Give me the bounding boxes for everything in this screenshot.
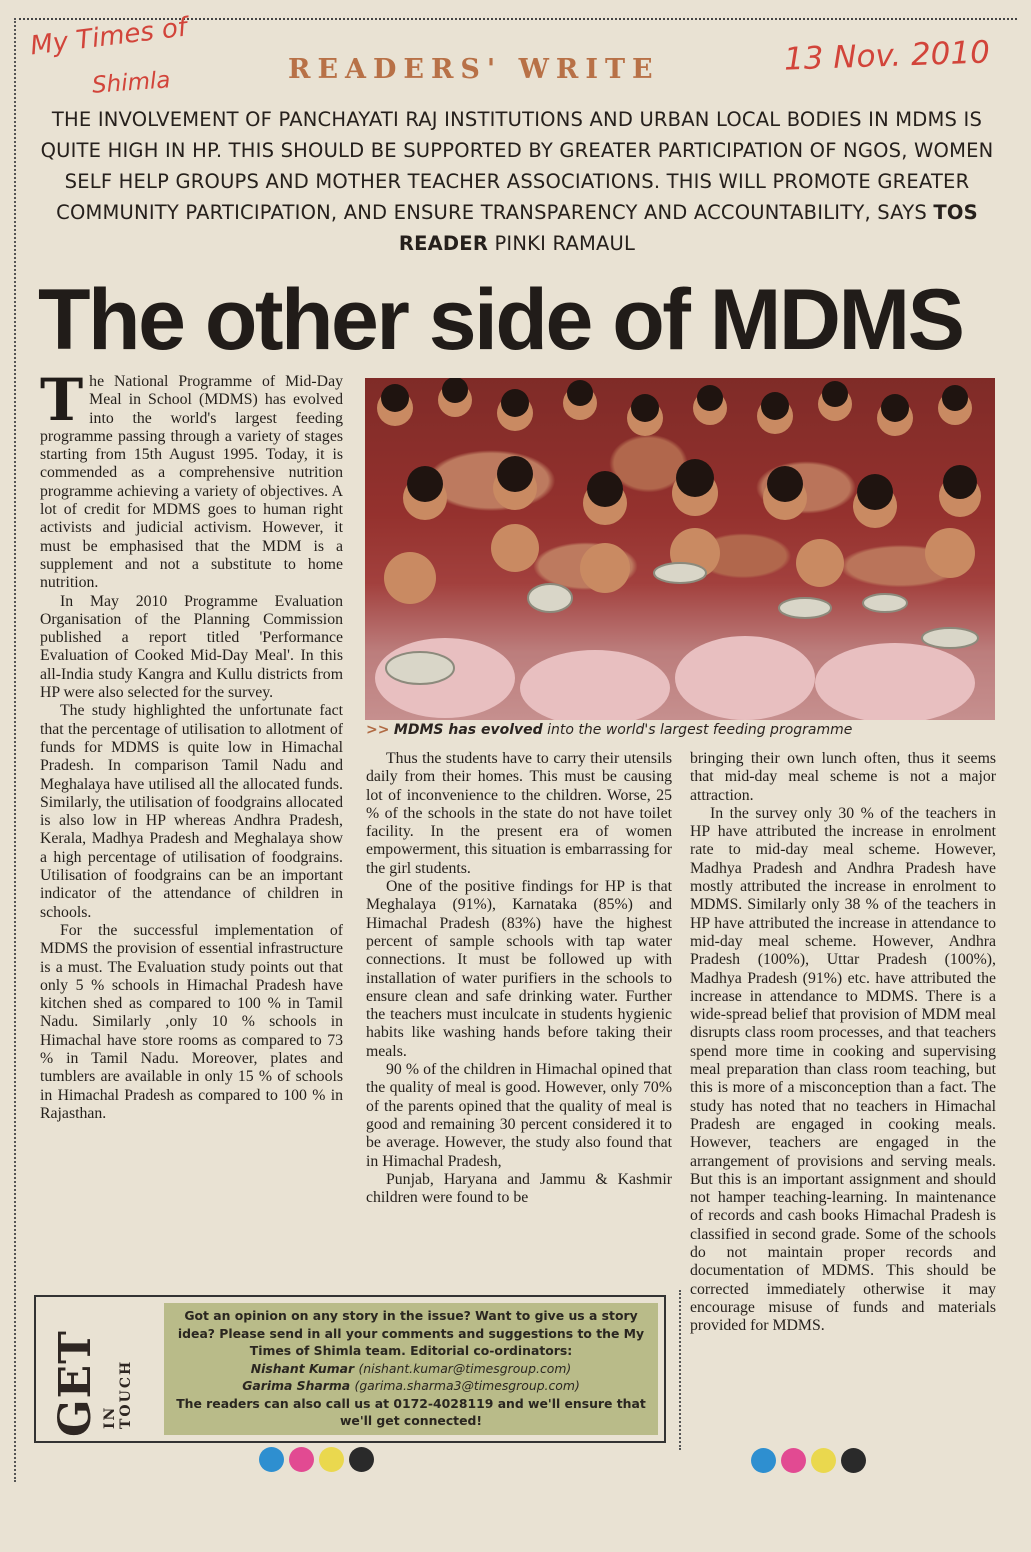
- caption-bold: MDMS has evolved: [393, 722, 543, 738]
- caption-rest: into the world's largest feeding programme: [547, 722, 853, 738]
- in-touch-word: IN TOUCH: [102, 1359, 134, 1429]
- paragraph: 90 % of the children in Himachal opined that the quality of meal is good. However, only 70% of the parents opined that the quality of meal is good and remaining 30 percent considered it to be average. However, the study also found that in Himachal Pradesh,: [366, 1061, 672, 1170]
- contact-intro: Got an opinion on any story in the issue? Want to give us a story idea? Please send in all your comments and suggestions to the My Times of Shimla team. Editorial co-ordinators:: [177, 1308, 645, 1358]
- contact-phone-line: The readers can also call us at 0172-4028119 and we'll ensure that we'll get connected!: [176, 1395, 646, 1428]
- contact-person-1: [172, 1360, 650, 1378]
- contact-name: Nishant Kumar: [250, 1360, 355, 1376]
- black-dot: [841, 1448, 866, 1473]
- article-column-3: [690, 750, 996, 1336]
- magenta-dot: [781, 1448, 806, 1473]
- paragraph: Punjab, Haryana and Jammu & Kashmir children were found to be: [366, 1170, 672, 1207]
- yellow-dot: [811, 1448, 836, 1473]
- headline-post: of MDMS: [612, 272, 963, 368]
- photo-caption: [366, 722, 996, 738]
- contact-name: Garima Sharma: [242, 1378, 351, 1393]
- left-dotted-rule: [14, 18, 16, 1482]
- paragraph: bringing their own lunch often, thus it seems that mid-day meal scheme is not a major attraction.: [690, 750, 996, 804]
- column-divider: [679, 1290, 681, 1450]
- article-column-2: [366, 750, 672, 1207]
- contact-email: (garima.sharma3@timesgroup.com): [354, 1378, 580, 1393]
- handwritten-city: Shimla: [91, 67, 172, 99]
- standfirst-author: PINKI RAMAUL: [494, 232, 636, 255]
- get-in-touch-box: [34, 1295, 666, 1443]
- headline-pre: The: [38, 272, 184, 368]
- article-column-1: [40, 366, 343, 1123]
- yellow-dot: [319, 1447, 344, 1472]
- black-dot: [349, 1447, 374, 1472]
- headline-bold: other side: [204, 272, 591, 368]
- paragraph: [40, 366, 343, 593]
- cmyk-registration-dots: [751, 1448, 866, 1473]
- cyan-dot: [259, 1447, 284, 1472]
- paragraph: In May 2010 Programme Evaluation Organisation of the Planning Commission published a report titled 'Performance Evaluation of Cooked Mid-Day Meal'. In this all-India study Kangra and Kullu districts from HP were also selected for the survey.: [40, 592, 343, 702]
- caption-arrow: >>: [366, 722, 390, 738]
- standfirst-text: THE INVOLVEMENT OF PANCHAYATI RAJ INSTITUTIONS AND URBAN LOCAL BODIES IN MDMS IS QUITE HIGH IN HP. THIS SHOULD BE SUPPORTED BY GREATER PARTICIPATION OF NGOS, WOMEN SELF HELP GROUPS AND MOTHER TEACHER ASSOCIATIONS. THIS WILL PROMOTE GREATER COMMUNITY PARTICIPATION, AND ENSURE TRANSPARENCY AND ACCOUNTABILITY, SAYS: [40, 108, 994, 224]
- cmyk-registration-dots: [259, 1447, 374, 1472]
- contact-email: (nishant.kumar@timesgroup.com): [358, 1360, 572, 1376]
- cyan-dot: [751, 1448, 776, 1473]
- standfirst-reader: READER: [398, 232, 489, 255]
- standfirst: [34, 104, 1000, 259]
- standfirst-tos: TOS: [933, 201, 978, 224]
- get-in-touch-label: [42, 1305, 134, 1437]
- paragraph: For the successful implementation of MDMS the provision of essential infrastructure is a must. The Evaluation study points out that only 5 % schools in Himachal Pradesh have kitchen shed as compared to 100 % in Tamil Nadu. Similarly ,only 10 % schools in Himachal have store rooms as compared to 73 % in Tamil Nadu. Moreover, plates and tumblers are available in only 15 % of schools in Himachal Pradesh as compared to 100 % in Rajasthan.: [40, 921, 343, 1122]
- magenta-dot: [289, 1447, 314, 1472]
- paragraph: Thus the students have to carry their utensils daily from their homes. This must be causing lot of inconvenience to the children. Worse, 25 % of the schools in the state do not have toilet facility. In the present era of women empowerment, this situation is embarrassing for the girl students.: [366, 750, 672, 877]
- students-photo-illustration: [365, 378, 995, 720]
- paragraph: In the survey only 30 % of the teachers in HP have attributed the increase in enrolment rate to mid-day meal scheme. However, Madhya Pradesh and Andhra Pradesh have mostly attributed the increase in enrolment to MDMS. Similarly only 38 % of the teachers in HP have attributed the increase in attendance to mid-day meal scheme. However, Andhra Pradesh (100%), Uttar Pradesh (100%), Madhya Pradesh (91%) etc. have attributed the increase in attendance to MDMS. There is a wide-spread belief that provision of MDM meal disrupts class room processes, and that teachers spend more time in cooking and supervising meal preparation than class room teaching, but this is more of a misconception than a fact. The study has noted that no teachers in Himachal Pradesh are engaged in cooking meals. However, teachers are engaged in the arrangement of provisions and serving meals. But this is an important assignment and should not hamper teaching-learning. In maintenance of records and cash books Himachal Pradesh is classified in second grade. Some of the schools do not maintain proper records and documentation of MDMS. This should be corrected immediately otherwise it may encourage misuse of funds and materials provided for MDMS.: [690, 804, 996, 1335]
- contact-person-2: [172, 1377, 650, 1395]
- paragraph: One of the positive findings for HP is that Meghalaya (91%), Karnataka (85%) and Himachal Pradesh (83%) have the highest percent of sample schools with tap water connections. It must be followed up with installation of water purifiers in the schools to ensure clean and safe drinking water. Further the teachers must inculcate in students hygienic habits like washing hands before taking their meals.: [366, 878, 672, 1060]
- paragraph: The study highlighted the unfortunate fact that the percentage of utilisation to allotment of funds for MDMS is quite low in Himachal Pradesh. In comparison Tamil Nadu and Meghalaya have utilised all the allocated funds. Similarly, the utilisation of foodgrains allocated is also low in HP whereas Andhra Pradesh, Kerala, Madhya Pradesh and Meghalaya show a high percentage of utilisation of foodgrains. Utilisation of foodgrains can be an important indicator of the attendance of children in schools.: [40, 702, 343, 921]
- handwritten-date: 13 Nov. 2010: [783, 34, 991, 78]
- get-word: GET: [50, 1330, 101, 1437]
- handwritten-publication: My Times of: [28, 12, 189, 62]
- paragraph-text: he National Programme of Mid-Day Meal in School (MDMS) has evolved into the world's largest feeding programme passing through a variety of stages starting from 15th August 1995. Today, it is commended as a comprehensive nutrition programme achieving a variety of objectives. A lot of credit for MDMS goes to human right activists and judicial activism. However, it must be emphasised that the MDM is a supplement and not a substitute to home nutrition.: [40, 373, 343, 592]
- section-kicker: READERS' WRITE: [288, 54, 660, 85]
- drop-cap: T: [40, 366, 84, 434]
- get-in-touch-text: [164, 1303, 658, 1435]
- headline: [38, 274, 998, 366]
- students-photo: [365, 378, 995, 720]
